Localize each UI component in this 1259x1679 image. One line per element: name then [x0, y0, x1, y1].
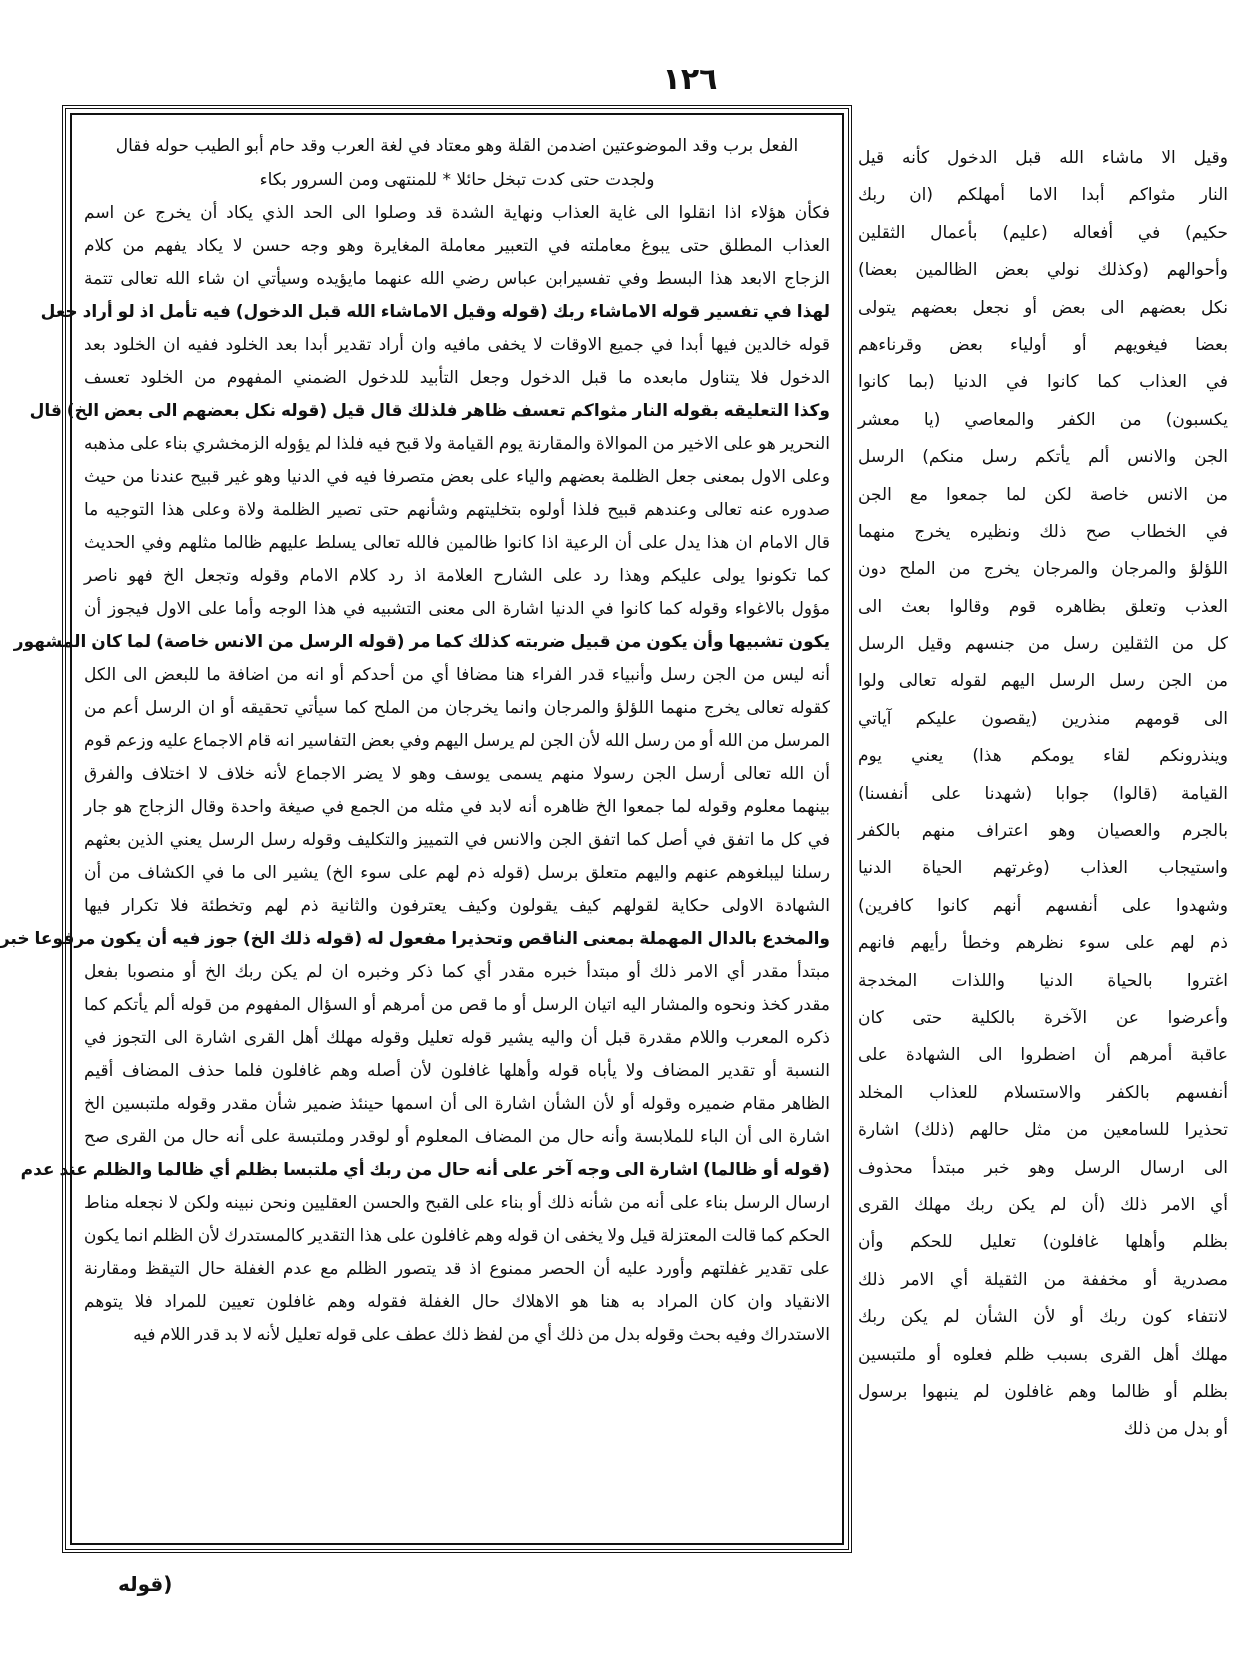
margin-text-line: عاقبة أمرهم أن اضطروا الى الشهادة على	[858, 1045, 1228, 1066]
margin-text-line: بظلم وأهلها غافلون) تعليل للحكم وأن	[858, 1232, 1228, 1253]
main-text-line: لهذا في تفسير قوله الاماشاء ربك (قوله وقيل الاماشاء الله قبل الدخول) فيه تأمل اذ لو أراد جعل	[40, 302, 830, 322]
main-text-line: النحرير هو على الاخير من الموالاة والمقارنة يوم القيامة ولا قبح فيه فلذا لم يؤوله الزمخشري بناء على مذهبه	[84, 434, 830, 454]
main-text-line: وكذا التعليقه بقوله النار مثواكم تعسف ظاهر فلذلك قال قيل (قوله نكل بعضهم الى بعض الخ) قال	[29, 401, 830, 421]
margin-text-line: الجن والانس ألم يأتكم رسل منكم) الرسل	[858, 447, 1228, 468]
margin-text-line: في العذاب كما كانوا في الدنيا (بما كانوا	[858, 372, 1228, 393]
margin-text-line: وشهدوا على أنفسهم أنهم كانوا كافرين)	[858, 895, 1228, 916]
margin-text-line: تحذيرا للسامعين من مثل حالهم (ذلك) اشارة	[858, 1120, 1228, 1141]
main-text-line: الانقياد وان كان المراد به هنا هو الاهلاك حال الغفلة فقوله وهم غافلون تعيين للمراد فلا يتوهم	[84, 1292, 830, 1312]
main-text-body	[0, 197, 830, 1352]
margin-text-line: الى ارسال الرسل وهو خبر مبتدأ محذوف	[858, 1157, 1228, 1178]
margin-text-line: واستيجاب العذاب (وغرتهم الحياة الدنيا	[858, 858, 1228, 879]
margin-text-line: وأحوالهم (وكذلك نولي بعض الظالمين بعضا)	[858, 260, 1228, 281]
page-number: ١٢٦	[662, 62, 718, 97]
main-text-line: العذاب المطلق حتى يبوغ معاملته في التعبير معاملة المغايرة وهو وجه حسن لا يكاد يفهم من كلام	[84, 236, 830, 256]
main-text-line: أن الله تعالى أرسل الجن رسولا منهم يسمى يوسف وهو لا يضر الاجماع لأنه خلاف لا اختلاف والفرق	[84, 764, 830, 784]
margin-text-line: كل من الثقلين رسل من جنسهم وقيل الرسل	[858, 634, 1228, 655]
main-text-line: النسبة أو تقدير المضاف ولا يأباه قوله وأهلها غافلون لأن أصله وهم غافلون فلما حذف المضاف أقيم	[84, 1061, 830, 1081]
main-text-line: ذكره المعرب واللام مقدرة قبل أن واليه يشير قوله تعليل وقوله مهلك أهل القرى اشارة الى التجوز في	[84, 1028, 830, 1048]
main-text-line: والمخدع بالدال المهملة بمعنى الناقص وتحذيرا مفعول له (قوله ذلك الخ) جوز فيه أن يكون مرفوعا خبر	[0, 929, 830, 949]
main-text-line: على تقدير غفلتهم وأورد عليه أن الحصر ممنوع اذ قد يتصور الظلم مع عدم الغفلة حال التيقظ ومقارنة	[84, 1259, 830, 1279]
main-text-block	[0, 113, 844, 1545]
margin-text-line: أي الامر ذلك (أن لم يكن ربك مهلك القرى	[858, 1194, 1228, 1215]
main-text-line: قوله خالدين فيها أبدا في جميع الاوقات لا يخفى مافيه وان أراد تقدير أبدا بعد الخلود ففيه ان الخلود بعد	[84, 335, 830, 355]
margin-text-line: من الجن رسل الرسل اليهم لقوله تعالى ولوا	[858, 671, 1228, 692]
margin-text-line: حكيم) في أفعاله (عليم) بأعمال الثقلين	[858, 222, 1228, 243]
main-text-line: صدوره عنه تعالى وعندهم قبيح فلذا أولوه بتخليتهم وشأنهم حتى تصير الظلمة ولاة وعلى هذا التوجيه ما	[84, 500, 830, 520]
main-text-frame	[0, 105, 852, 1553]
margin-text-line: وينذرونكم لقاء يومكم هذا) يعني يوم	[858, 746, 1228, 767]
margin-text-line: من الانس خاصة لكن لما جمعوا مع الجن	[858, 484, 1228, 505]
margin-text-line: بعضا فيغويهم أو أولياء بعض وقرناءهم	[858, 334, 1228, 355]
main-text-line: فكأن هؤلاء اذا انقلوا الى غاية العذاب ونهاية الشدة قد وصلوا الى الحد الذي يكاد أن يخرج عن اسم	[84, 203, 830, 223]
margin-text-line: مهلك أهل القرى بسبب ظلم فعلوه أو ملتبسين	[858, 1344, 1228, 1365]
margin-text-line: القيامة (قالوا) جوابا (شهدنا على أنفسنا)	[858, 783, 1228, 804]
main-text-line: بينهما معلوم وقوله لما جمعوا الخ ظاهره أنه لابد في مثله من الجمع في صيغة واحدة وقال الزجاج هو جار	[84, 797, 830, 817]
main-header	[84, 129, 830, 197]
margin-text-line: اللؤلؤ والمرجان والمرجان يخرج من الملح دون	[858, 559, 1228, 580]
margin-text-line: وأعرضوا عن الآخرة بالكلية حتى كان	[858, 1007, 1228, 1028]
main-text-line: الظاهر مقام ضميره وقوله أو لأن الشأن اشارة الى أن اسمها حينئذ ضمير شأن مقدر وقوله ملتبسين الخ	[84, 1094, 830, 1114]
margin-text-line: نكل بعضهم الى بعض أو نجعل بعضهم يتولى	[858, 297, 1228, 318]
main-text-line: كقوله تعالى يخرج منهما اللؤلؤ والمرجان وانما يخرجان من الملح كما سيأتي تحقيقه أو ان الرسل أعم من	[84, 698, 830, 718]
main-text-line: رسلنا ليبلغوهم عنهم واليهم متعلق برسل (قوله ذم لهم على سوء الخ) يشير الى ما في الكشاف من أن	[84, 863, 830, 883]
catchword: (قوله	[118, 1572, 173, 1596]
margin-text-line: مصدرية أو مخففة من الثقيلة أي الامر ذلك	[858, 1269, 1228, 1290]
margin-text-line: يكسبون) من الكفر والمعاصي (يا معشر	[858, 409, 1228, 430]
main-text-line: مؤول بالاغواء وقوله كما كانوا في الدنيا اشارة الى معنى التشبيه في هذا الوجه وأما على الاول فيجوز أن	[84, 599, 830, 619]
main-text-line: أنه ليس من الجن رسل وأنبياء قدر الفراء هنا مضافا أي من أحدكم أو انه من اضافة ما للبعض الى الكل	[84, 665, 830, 685]
main-text-line: قال الامام ان هذا يدل على أن الرعية اذا كانوا ظالمين فالله تعالى يسلط عليهم ظالما مثلهم وفي الحديث	[84, 533, 830, 553]
main-text-line: كما تكونوا يولى عليكم وهذا رد على الشارح العلامة اذ رد كلام الامام وقوله وتجعل الخ فهو ناصر	[84, 566, 830, 586]
main-text-line: الزجاج الابعد هذا البسط وفي تفسيرابن عباس رضي الله عنهما مايؤيده وسيأتي ان شاء الله تعالى تتمة	[84, 269, 830, 289]
main-text-line: ارسال الرسل بناء على أنه من شأنه ذلك أو بناء على القبح والحسن العقليين ونحن نبينه ولكن لا نجعله مناط	[84, 1193, 830, 1213]
main-text-line: المرسل من الله أو من رسل الله لأن الجن لم يرسل اليهم وفي بعض التفاسير انه قام الاجماع عليه وزعم قوم	[84, 731, 830, 751]
margin-commentary	[858, 140, 1228, 1460]
main-header-line: الفعل برب وقد الموضوعتين اضدمن القلة وهو معتاد في لغة العرب وقد حام أبو الطيب حوله فقال	[115, 136, 799, 156]
main-text-line: في كل ما اتفق في أصل كما اتفق الجن والانس في التمييز والتكليف وقوله رسل الرسل يعني الذين بعثهم	[84, 830, 830, 850]
margin-text-line: العذب وتعلق بظاهره قوم وقالوا بعث الى	[858, 596, 1228, 617]
main-text-line: يكون تشبيها وأن يكون من قبيل ضربته كذلك كما مر (قوله الرسل من الانس خاصة) لما كان المشهور	[13, 632, 830, 652]
margin-text-line: اغتروا بالحياة الدنيا واللذات المخدجة	[858, 970, 1228, 991]
main-text-line: مبتدأ مقدر أي الامر ذلك أو مبتدأ خبره مقدر أي كما ذكر وخبره ان لم يكن ربك الخ أو منصوبا بفعل	[84, 962, 830, 982]
main-text-line: (قوله أو ظالما) اشارة الى وجه آخر على أنه حال من ربك أي ملتبسا بظلم أي ظالما والظلم عند عدم	[20, 1160, 830, 1180]
margin-text-line: النار مثواكم أبدا الاما أمهلكم (ان ربك	[858, 185, 1228, 206]
margin-text-line: في الخطاب صح ذلك ونظيره يخرج منهما	[858, 521, 1228, 542]
margin-text-line: الى قومهم منذرين (يقصون عليكم آياتي	[858, 708, 1228, 729]
margin-text-line: لانتفاء كون ربك أو لأن الشأن لم يكن ربك	[858, 1307, 1228, 1328]
main-header-line: ولجدت حتى كدت تبخل حائلا * للمنتهى ومن السرور بكاء	[259, 170, 655, 190]
main-text-line: الحكم كما قالت المعتزلة قيل ولا يخفى ان قوله وهم غافلون على هذا التقدير كالمستدرك لأن الظلم انما يكون	[83, 1226, 830, 1246]
main-text-line: الدخول فلا يتناول مابعده ما قبل الدخول وجعل التأبيد للدخول الضمني المفهوم من الخلود تعسف	[84, 368, 830, 388]
main-text-line: اشارة الى أن الباء للملابسة وأنه حال من المضاف المعلوم أو لوقدر وملتبسة على أنه حال من القرى صح	[84, 1127, 830, 1147]
margin-text-line: ذم لهم على سوء نظرهم وخطأ رأيهم فانهم	[858, 933, 1228, 954]
main-text-line: وعلى الاول بمعنى جعل الظلمة بعضهم والياء على بعض متصرفا فيه في الدنيا وهو غير قبيح عندنا من حيث	[84, 467, 830, 487]
main-text-line: الاستدراك وفيه بحث وقوله بدل من ذلك أي من لفظ ذلك عطف على قوله تعليل لأنه لا بد قدر اللام فيه	[133, 1325, 830, 1345]
margin-text-line: بظلم أو ظالما وهم غافلون لم ينبهوا برسول	[858, 1381, 1228, 1402]
margin-text-line: أو بدل من ذلك	[1123, 1419, 1228, 1440]
margin-text-line: بالجرم والعصيان وهو اعتراف منهم بالكفر	[858, 821, 1228, 842]
main-text-line: مقدر كخذ ونحوه والمشار اليه اتيان الرسل أو ما قص من أمرهم أو السؤال المفهوم من قوله ألم يأتكم كما	[84, 995, 830, 1015]
main-text-line: الشهادة الاولى حكاية لقولهم كيف يقولون وكيف يعترفون والثانية ذم لهم وتخطئة فلا تكرار فيها	[84, 896, 830, 916]
margin-text-line: وقيل الا ماشاء الله قبل الدخول كأنه قيل	[858, 148, 1228, 168]
margin-text-line: أنفسهم بالكفر والاستسلام للعذاب المخلد	[858, 1082, 1228, 1103]
